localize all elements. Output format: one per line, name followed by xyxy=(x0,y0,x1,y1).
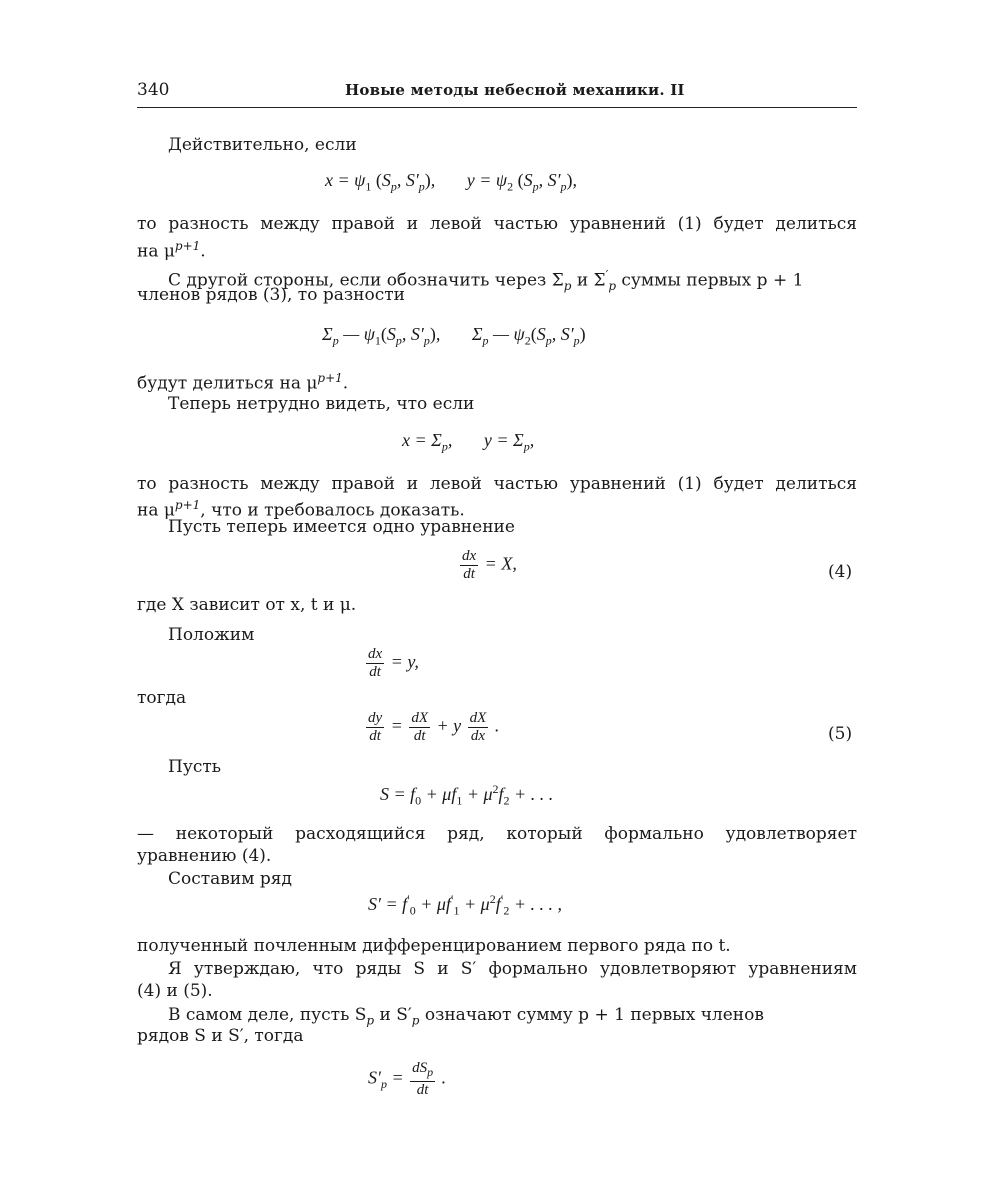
paragraph-text: (4) и (5). xyxy=(137,981,213,1001)
paragraph-text: Теперь нетрудно видеть, что если xyxy=(168,394,475,414)
equation: $x = \Sigma_p$, $y = \Sigma_p$, xyxy=(402,430,535,454)
equation: $S = f_0 + \mu f_1 + \mu^2f_2$ + . . . xyxy=(380,782,554,808)
equation-number: (4) xyxy=(828,562,853,582)
equation: $S' = f'_0 + \mu f'_1 + \mu^2f'_2$ + . . . , xyxy=(368,892,563,918)
paragraph-text: то разность между правой и левой частью уравнений (1) будет делиться xyxy=(137,474,857,494)
equation: $\frac{dx}{dt}$ = y, xyxy=(368,646,419,680)
paragraph-text: Пусть xyxy=(168,757,222,777)
paragraph-text: Действительно, если xyxy=(168,135,357,155)
paragraph-text: В самом деле, пусть $S_p$ и $S'_p$ означают сумму p + 1 первых членов xyxy=(168,1005,764,1028)
paragraph-text: будут делиться на $\mu^{p+1}$. xyxy=(137,371,349,394)
paragraph-text: — некоторый расходящийся ряд, который формально удовлетворяет xyxy=(137,824,857,844)
paragraph-text: то разность между правой и левой частью уравнений (1) будет делиться xyxy=(137,214,857,234)
paragraph-text: полученный почленным дифференцированием первого ряда по t. xyxy=(137,936,731,956)
paragraph-text: Пусть теперь имеется одно уравнение xyxy=(168,517,515,537)
page-number: 340 xyxy=(137,80,170,100)
running-header xyxy=(137,80,857,106)
equation-number: (5) xyxy=(828,724,853,744)
paragraph-text: на $\mu^{p+1}$, что и требовалось доказать. xyxy=(137,498,465,521)
paragraph-text: рядов S и S′, тогда xyxy=(137,1026,304,1046)
header-rule xyxy=(137,107,857,108)
equation: $x = \psi_1$ ($S_p$, $S'_p$), $y = \psi_2$ ($S_p$, $S'_p$), xyxy=(325,170,578,194)
paragraph-text: на $\mu^{p+1}$. xyxy=(137,239,206,262)
paragraph-text: уравнению (4). xyxy=(137,846,272,866)
equation: $\Sigma_p$ — $\psi_1(S_p$, $S'_p$), $\Sigma_p$ — $\psi_2(S_p$, $S'_p$) xyxy=(322,324,586,348)
paragraph-text: С другой стороны, если обозначить через $\Sigma_p$ и $\Sigma'_p$ суммы первых p + 1 xyxy=(168,268,804,294)
equation: $\frac{dx}{dt}$ = X, xyxy=(462,548,517,582)
equation: $S'_p$ = $\frac{dS_p}{dt}$ . xyxy=(368,1060,447,1098)
paragraph-text: членов рядов (3), то разности xyxy=(137,285,405,305)
equation: $\frac{dy}{dt}$ = $\frac{dX}{dt}$ + y $\frac{dX}{dx}$ . xyxy=(368,710,500,744)
paragraph-text: Я утверждаю, что ряды S и S′ формально удовлетворяют уравнениям xyxy=(168,959,857,979)
paragraph-text: тогда xyxy=(137,688,187,708)
running-title: Новые методы небесной механики. II xyxy=(345,81,685,99)
paragraph-text: Составим ряд xyxy=(168,869,292,889)
paragraph-text: Положим xyxy=(168,625,255,645)
paragraph-text: где X зависит от x, t и μ. xyxy=(137,595,357,615)
